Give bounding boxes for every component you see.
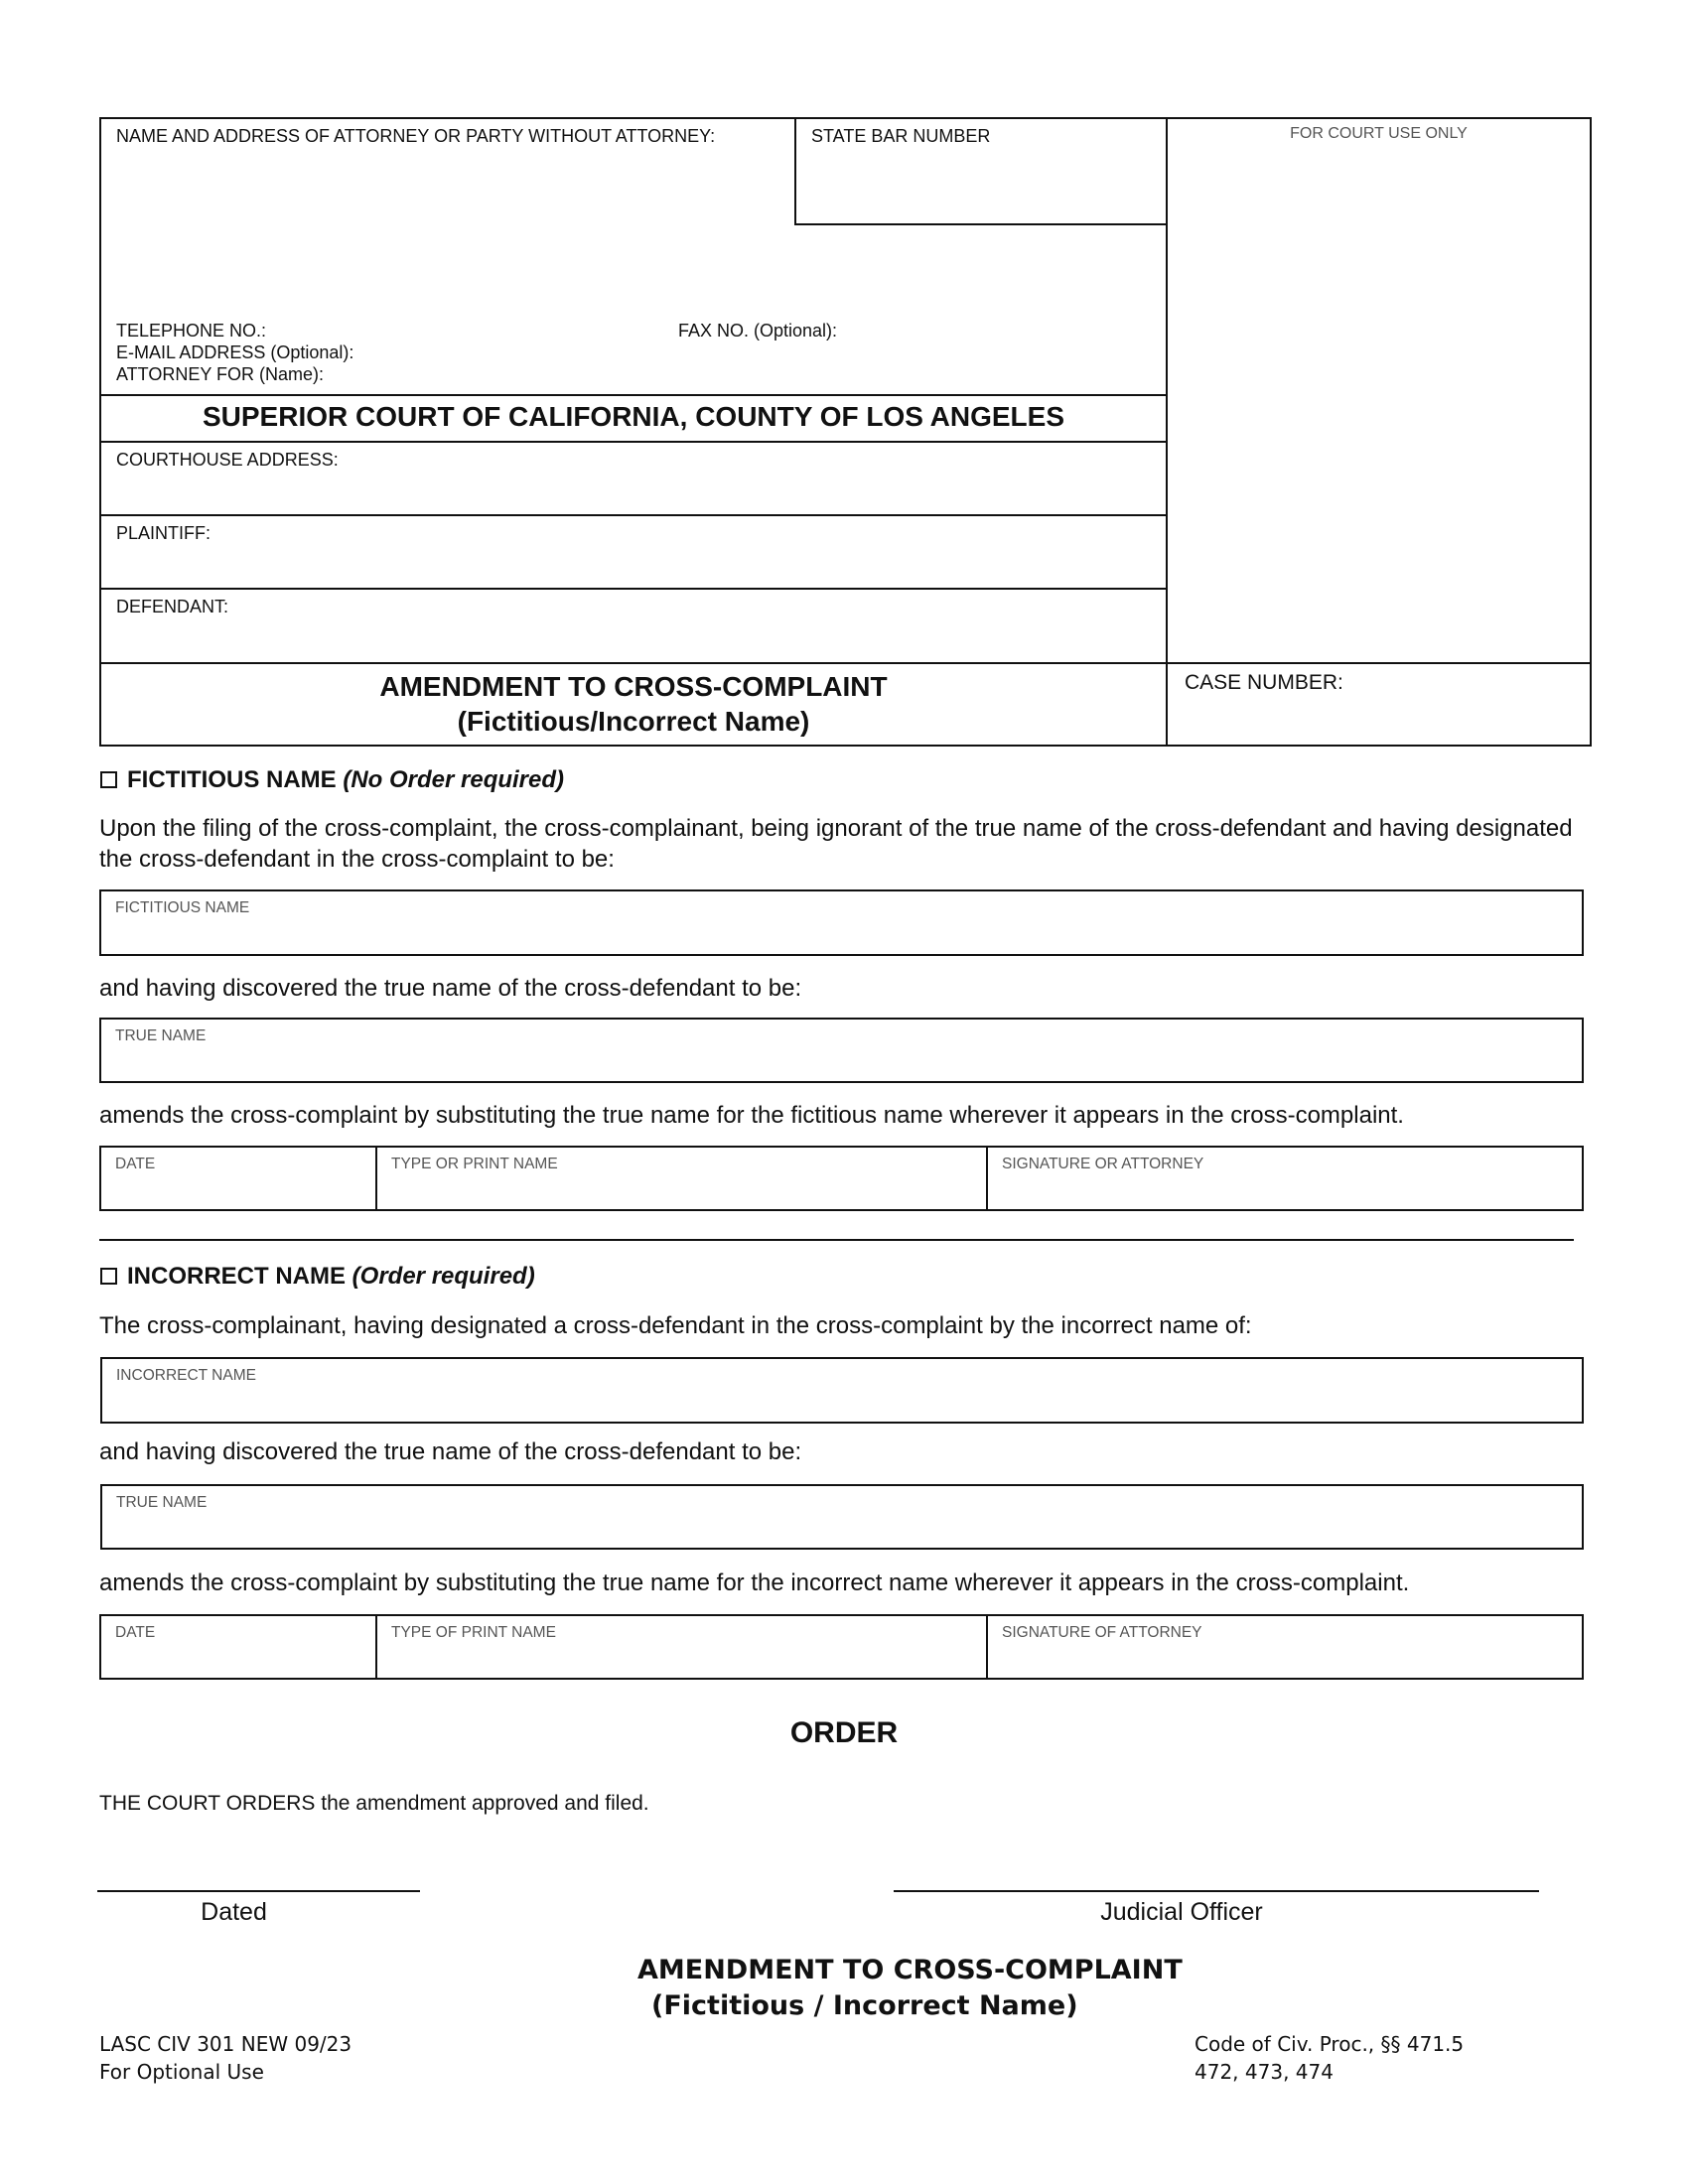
form-title-line1: AMENDMENT TO CROSS-COMPLAINT (379, 671, 888, 702)
court-name: SUPERIOR COURT OF CALIFORNIA, COUNTY OF LOS ANGELES (202, 401, 1065, 432)
attorney-for-label: ATTORNEY FOR (Name): (116, 364, 325, 384)
order-title: ORDER (789, 1716, 899, 1749)
fictitious-amends-text: amends the cross-complaint by substituting the true name for the fictitious name wherever it appears in the cross-complaint. (99, 1102, 1404, 1129)
fax-label: FAX NO. (Optional): (678, 321, 838, 341)
plaintiff-label: PLAINTIFF: (116, 523, 211, 543)
footer-title-line1: AMENDMENT TO CROSS-COMPLAINT (637, 1955, 1183, 1985)
incorrect-name-label: INCORRECT NAME (116, 1367, 256, 1384)
form-number: LASC CIV 301 NEW 09/23 (99, 2032, 352, 2056)
fictitious-discovered-text: and having discovered the true name of the cross-defendant to be: (99, 975, 802, 1002)
form-title-line2: (Fictitious/Incorrect Name) (457, 706, 810, 737)
fictitious-true-name-field[interactable] (99, 1018, 1584, 1083)
defendant-box[interactable] (99, 588, 1168, 664)
state-bar-label: STATE BAR NUMBER (811, 126, 991, 146)
telephone-label: TELEPHONE NO.: (116, 321, 267, 341)
optional-use: For Optional Use (99, 2060, 264, 2084)
fictitious-true-name-label: TRUE NAME (115, 1027, 207, 1044)
divider (986, 1616, 988, 1678)
fictitious-heading (100, 766, 564, 794)
incorrect-true-name-label: TRUE NAME (116, 1494, 208, 1511)
court-use-label: FOR COURT USE ONLY (1290, 125, 1468, 142)
dated-label: Dated (201, 1898, 267, 1926)
fictitious-name-field[interactable] (99, 889, 1584, 956)
courthouse-label: COURTHOUSE ADDRESS: (116, 450, 339, 470)
incorrect-print-name-label: TYPE OF PRINT NAME (391, 1624, 556, 1641)
incorrect-heading (100, 1263, 535, 1291)
defendant-label: DEFENDANT: (116, 597, 229, 616)
court-use-box (1166, 117, 1592, 664)
code-citation-line1: Code of Civ. Proc., §§ 471.5 (1195, 2032, 1465, 2056)
incorrect-amends-text: amends the cross-complaint by substituting the true name for the incorrect name wherever it appears in the cross-complaint. (99, 1570, 1410, 1596)
judicial-officer-label: Judicial Officer (1100, 1898, 1263, 1926)
order-text: THE COURT ORDERS the amendment approved and filed. (99, 1792, 649, 1815)
fictitious-print-name-label: TYPE OR PRINT NAME (391, 1156, 558, 1172)
incorrect-note: (Order required) (352, 1263, 535, 1290)
fictitious-name-label: FICTITIOUS NAME (115, 899, 250, 916)
incorrect-date-label: DATE (115, 1624, 156, 1641)
footer-title-line2: (Fictitious / Incorrect Name) (651, 1990, 1078, 2021)
incorrect-signature-label: SIGNATURE OF ATTORNEY (1002, 1624, 1202, 1641)
fictitious-note: (No Order required) (343, 766, 565, 793)
fictitious-title: FICTITIOUS NAME (127, 766, 337, 793)
fictitious-checkbox[interactable] (100, 771, 117, 788)
dated-line[interactable] (97, 1890, 420, 1892)
incorrect-title: INCORRECT NAME (127, 1263, 346, 1290)
fictitious-date-label: DATE (115, 1156, 156, 1172)
code-citation-line2: 472, 473, 474 (1195, 2060, 1334, 2084)
fictitious-signature-label: SIGNATURE OR ATTORNEY (1002, 1156, 1204, 1172)
divider (375, 1616, 377, 1678)
incorrect-signature-row (99, 1614, 1584, 1680)
incorrect-true-name-field[interactable] (100, 1484, 1584, 1550)
divider (986, 1148, 988, 1209)
plaintiff-box[interactable] (99, 514, 1168, 590)
section-divider (99, 1239, 1574, 1241)
fictitious-intro: Upon the filing of the cross-complaint, the cross-complainant, being ignorant of the true name of the cross-defendant and having designated the cross-defendant in the cross-complaint to be: (99, 815, 1573, 873)
email-label: E-MAIL ADDRESS (Optional): (116, 342, 354, 362)
divider (375, 1148, 377, 1209)
attorney-label: NAME AND ADDRESS OF ATTORNEY OR PARTY WITHOUT ATTORNEY: (116, 126, 716, 146)
judicial-officer-line[interactable] (894, 1890, 1539, 1892)
incorrect-name-field[interactable] (100, 1357, 1584, 1424)
fictitious-signature-row (99, 1146, 1584, 1211)
incorrect-intro: The cross-complainant, having designated a cross-defendant in the cross-complaint by the incorrect name of: (99, 1312, 1252, 1339)
incorrect-discovered-text: and having discovered the true name of the cross-defendant to be: (99, 1438, 802, 1465)
case-number-label: CASE NUMBER: (1185, 671, 1343, 694)
incorrect-checkbox[interactable] (100, 1268, 117, 1285)
